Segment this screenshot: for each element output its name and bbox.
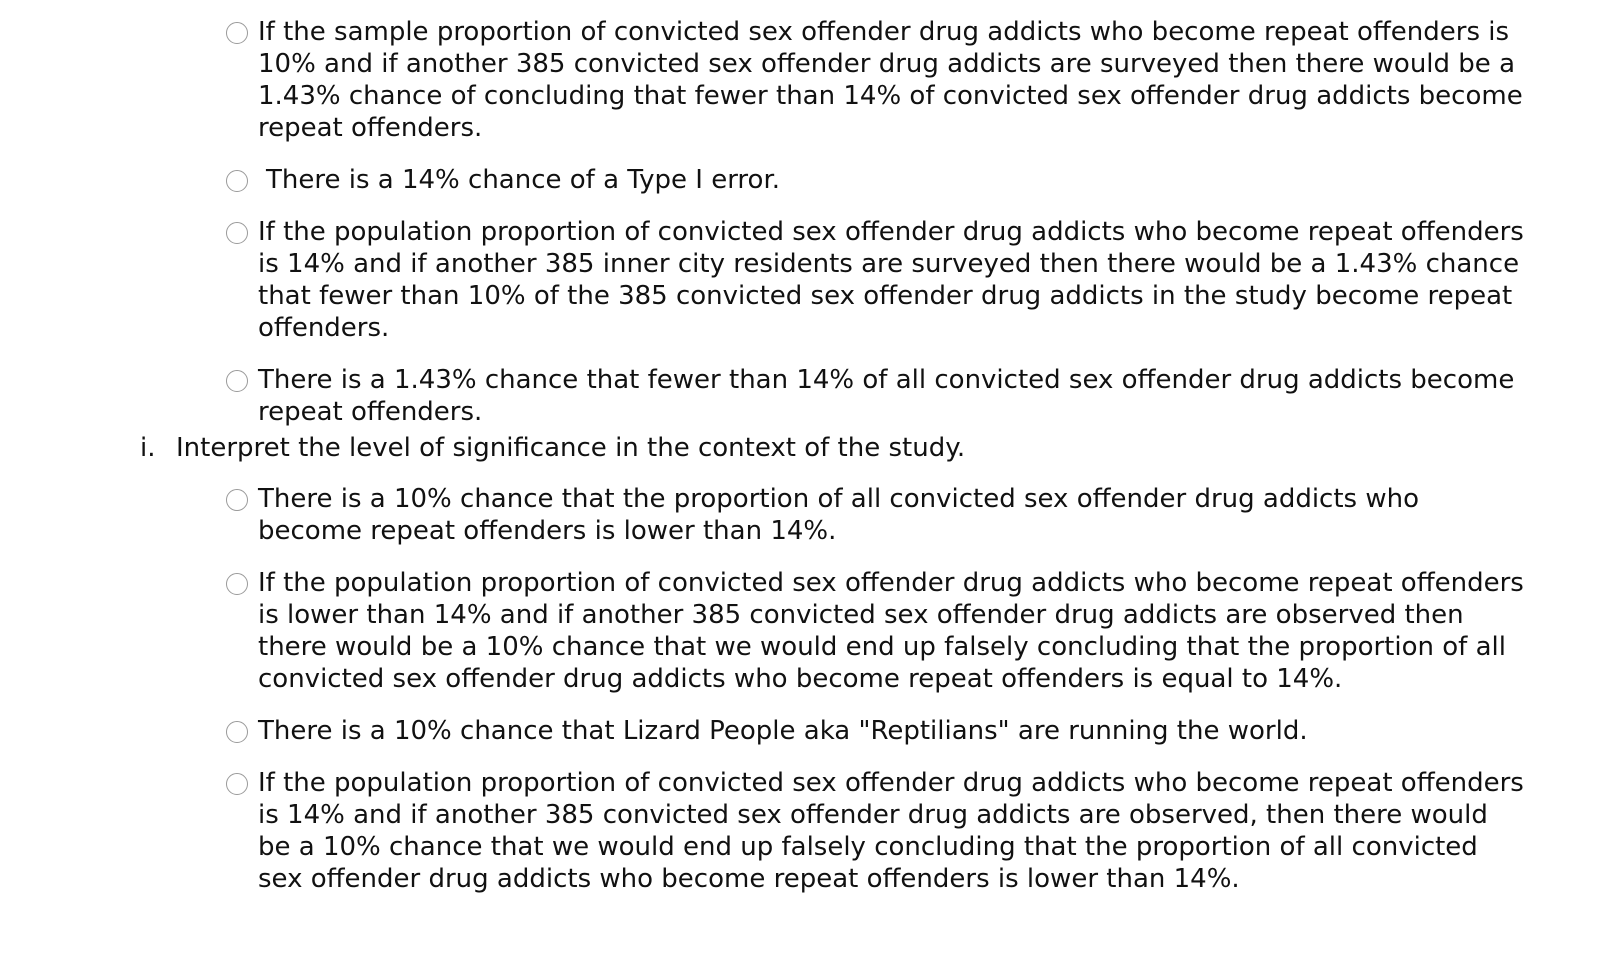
radio-button-h-3[interactable] [226, 222, 248, 244]
question-i-text: Interpret the level of significance in the context of the study. [176, 433, 966, 463]
option-h-4-text: There is a 1.43% chance that fewer than 14% of all convicted sex offender drug addicts become repeat offenders. [258, 365, 1515, 427]
option-h-3[interactable] [226, 216, 1526, 344]
question-h-options [226, 16, 1526, 448]
option-i-4-text: If the population proportion of convicted sex offender drug addicts who become repeat offenders is 14% and if another 385 convicted sex offender drug addicts are observed, then there would be a 10% chance that we would end up falsely concluding that the proportion of all convicted sex offender drug addicts who become repeat offenders is lower than 14%. [258, 768, 1524, 894]
option-i-1[interactable] [226, 483, 1526, 547]
question-i-prompt [140, 432, 965, 464]
radio-button-i-3[interactable] [226, 721, 248, 743]
option-i-3[interactable] [226, 715, 1526, 747]
radio-button-h-2[interactable] [226, 170, 248, 192]
question-i-marker: i. [140, 433, 156, 463]
radio-button-h-4[interactable] [226, 370, 248, 392]
option-i-4[interactable] [226, 767, 1526, 895]
option-i-2[interactable] [226, 567, 1526, 695]
option-h-2[interactable] [226, 164, 1526, 196]
option-h-3-text: If the population proportion of convicted sex offender drug addicts who become repeat offenders is 14% and if another 385 inner city residents are surveyed then there would be a 1.43% chance that fewer than 10% of the 385 convicted sex offender drug addicts in the study become repeat offenders. [258, 217, 1524, 343]
option-h-1-text: If the sample proportion of convicted sex offender drug addicts who become repeat offenders is 10% and if another 385 convicted sex offender drug addicts are surveyed then there would be a 1.43% chance of concluding that fewer than 14% of convicted sex offender drug addicts become repeat offenders. [258, 17, 1523, 143]
option-h-4[interactable] [226, 364, 1526, 428]
radio-button-i-4[interactable] [226, 773, 248, 795]
option-i-1-text: There is a 10% chance that the proportion of all convicted sex offender drug addicts who become repeat offenders is lower than 14%. [258, 484, 1420, 546]
option-h-2-text: There is a 14% chance of a Type I error. [266, 165, 781, 195]
radio-button-i-1[interactable] [226, 489, 248, 511]
radio-button-i-2[interactable] [226, 573, 248, 595]
question-i-options [226, 483, 1526, 915]
option-h-1[interactable] [226, 16, 1526, 144]
radio-button-h-1[interactable] [226, 22, 248, 44]
option-i-3-text: There is a 10% chance that Lizard People aka "Reptilians" are running the world. [258, 716, 1308, 746]
option-i-2-text: If the population proportion of convicted sex offender drug addicts who become repeat offenders is lower than 14% and if another 385 convicted sex offender drug addicts are observed then there would be a 10% chance that we would end up falsely concluding that the proportion of all convicted sex offender drug addicts who become repeat offenders is equal to 14%. [258, 568, 1524, 694]
